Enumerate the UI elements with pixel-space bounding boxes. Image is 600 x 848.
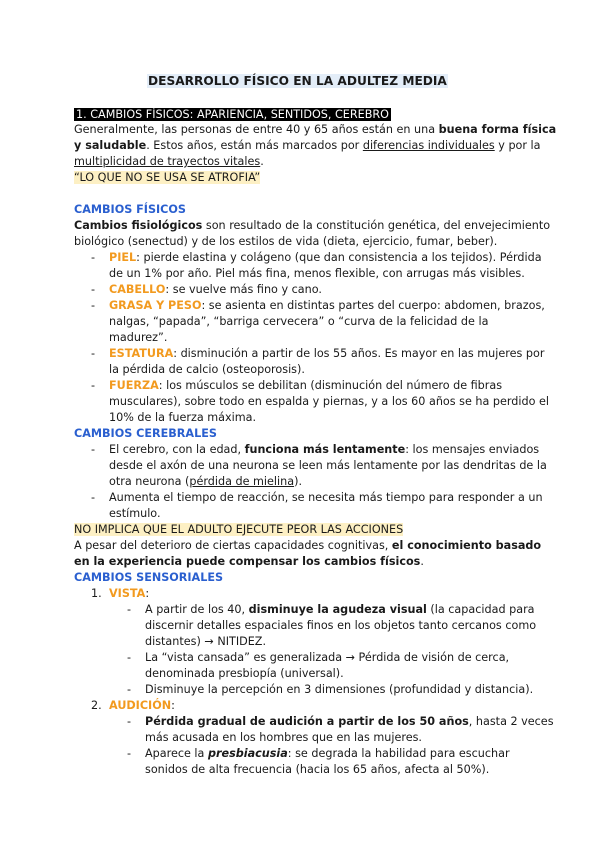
text: : se asienta en distintas partes del cuerpo: abdomen, brazos,: [201, 299, 545, 312]
bold-text: Cambios fisiológicos: [74, 219, 203, 232]
highlighted-quote: “LO QUE NO SE USA SE ATROFIA”: [74, 171, 261, 184]
fuerza-line-2: musculares), sobre todo en espalda y piernas, y a los 60 años se ha perdido el: [109, 395, 549, 408]
text: : disminución a partir de los 55 años. Es mayor en las mujeres por: [173, 347, 545, 360]
text: . Estos años, están más marcados por: [146, 139, 363, 152]
bullet-dash: -: [91, 491, 96, 504]
cerebro-line-3: [109, 475, 302, 489]
text: Aparece la: [145, 747, 208, 760]
cerebro-line-2: desde el axón de una neurona se leen más lentamente por las dendritas de la: [109, 459, 547, 472]
estatura-line-2: la pérdida de calcio (osteoporosis).: [109, 363, 305, 376]
text: son resultado de la constitución genética, del envejecimiento: [202, 219, 551, 232]
keyword: ESTATURA: [109, 347, 174, 360]
audicion-b2-line-1: [145, 747, 510, 761]
bold-italic-text: presbiacusia: [207, 747, 288, 760]
section-heading-text: 1. CAMBIOS FÍSICOS: APARIENCIA, SENTIDOS, CEREBRO: [76, 108, 389, 121]
keyword: CABELLO: [109, 283, 166, 296]
intro-paragraph-line-1: [74, 123, 556, 137]
text: A pesar del deterioro de ciertas capacidades cognitivas,: [74, 539, 392, 552]
text: : se degrada la habilidad para escuchar: [287, 747, 510, 760]
fisicos-heading: CAMBIOS FÍSICOS: [74, 203, 186, 216]
audicion-heading: [109, 699, 175, 713]
bullet-dash: -: [127, 603, 132, 616]
bullet-dash: -: [91, 347, 96, 360]
bold-text: disminuye la agudeza visual: [248, 603, 427, 616]
text: :: [171, 699, 175, 712]
text: ).: [294, 475, 302, 488]
text: A partir de los 40,: [145, 603, 249, 616]
text: (la capacidad para: [426, 603, 535, 616]
text: : pierde elastina y colágeno (que dan consistencia a los tejidos). Pérdida: [136, 251, 542, 264]
text: y por la: [494, 139, 541, 152]
vista-b1-line-3: distantes) → NITIDEZ.: [145, 635, 267, 648]
cerebrales-heading: CAMBIOS CEREBRALES: [74, 427, 217, 440]
bold-text: funciona más lentamente: [244, 443, 406, 456]
text: .: [420, 555, 424, 568]
list-number: 1.: [91, 587, 102, 600]
compensa-line-1: [74, 539, 541, 553]
fisicos-intro-line-1: [74, 219, 550, 233]
vista-b1-line-2: discernir detalles espaciales finos en los objetos tanto cercanos como: [145, 619, 537, 632]
vista-b2-line-2: denominada presbiopía (universal).: [145, 667, 344, 680]
bullet-dash: -: [127, 747, 132, 760]
vista-heading: [109, 587, 149, 601]
bold-text: buena forma física: [438, 123, 557, 136]
intro-paragraph-line-3: [74, 155, 264, 169]
underlined-text: diferencias individuales: [362, 139, 495, 152]
piel-line-2: de un 1% por año. Piel más fina, menos flexible, con arrugas más visibles.: [109, 267, 525, 280]
keyword: GRASA Y PESO: [109, 299, 202, 312]
bullet-dash: -: [91, 443, 96, 456]
bullet-dash: -: [127, 651, 132, 664]
vista-b1-line-1: [145, 603, 535, 617]
page-title: [147, 74, 448, 89]
vista-b2-line-1: La “vista cansada” es generalizada → Pérdida de visión de cerca,: [145, 651, 510, 664]
keyword: AUDICIÓN: [109, 699, 172, 712]
reaccion-line-1: Aumenta el tiempo de reacción, se necesita más tiempo para responder a un: [109, 491, 543, 504]
cabello-line-1: [109, 283, 322, 297]
text: :: [145, 587, 150, 600]
text: .: [260, 155, 264, 168]
bullet-dash: -: [127, 715, 132, 728]
bullet-dash: -: [91, 379, 96, 392]
fuerza-line-3: 10% de la fuerza máxima.: [109, 411, 257, 424]
audicion-b2-line-2: sonidos de alta frecuencia (hacia los 65 años, afecta al 50%).: [145, 763, 490, 776]
keyword: PIEL: [109, 251, 137, 264]
underlined-text: multiplicidad de trayectos vitales: [74, 155, 261, 168]
quote-line: [74, 171, 260, 185]
audicion-b1-line-2: más acusada en los hombres que en las mujeres.: [145, 731, 422, 744]
grasa-line-3: madurez”.: [109, 331, 168, 344]
vista-b3-line-1: Disminuye la percepción en 3 dimensiones (profundidad y distancia).: [145, 683, 534, 696]
fisicos-intro-line-2: biológico (senectud) y de los estilos de vida (dieta, ejercicio, fumar, beber).: [74, 235, 498, 248]
bullet-dash: -: [91, 283, 96, 296]
bold-text: y saludable: [74, 139, 147, 152]
bullet-dash: -: [91, 251, 96, 264]
text: , hasta 2 veces: [468, 715, 554, 728]
list-number: 2.: [91, 699, 102, 712]
bold-text: el conocimiento basado: [391, 539, 542, 552]
highlighted-warning: NO IMPLICA QUE EL ADULTO EJECUTE PEOR LAS ACCIONES: [74, 523, 404, 536]
cerebro-line-1: [109, 443, 539, 457]
bold-text: en la experiencia puede compensar los cambios físicos: [74, 555, 421, 568]
audicion-b1-line-1: [145, 715, 554, 729]
text: Generalmente, las personas de entre 40 y 65 años están en una: [74, 123, 439, 136]
piel-line-1: [109, 251, 542, 265]
bullet-dash: -: [91, 299, 96, 312]
text: : los mensajes enviados: [405, 443, 540, 456]
text: : los músculos se debilitan (disminución del número de fibras: [158, 379, 503, 392]
text: : se vuelve más fino y cano.: [165, 283, 322, 296]
text: El cerebro, con la edad,: [109, 443, 245, 456]
fuerza-line-1: [109, 379, 502, 393]
bold-text: Pérdida gradual de audición a partir de los 50 años: [145, 715, 469, 728]
grasa-line-1: [109, 299, 545, 313]
bullet-dash: -: [127, 683, 132, 696]
title-text: DESARROLLO FÍSICO EN LA ADULTEZ MEDIA: [148, 74, 447, 88]
grasa-line-2: nalgas, “papada”, “barriga cervecera” o “curva de la felicidad de la: [109, 315, 489, 328]
sensoriales-heading: CAMBIOS SENSORIALES: [74, 571, 224, 584]
compensa-line-2: [74, 555, 424, 569]
keyword: VISTA: [109, 587, 146, 600]
reaccion-line-2: estímulo.: [109, 507, 161, 520]
keyword: FUERZA: [109, 379, 159, 392]
estatura-line-1: [109, 347, 544, 361]
warning-line: [74, 523, 403, 537]
text: otra neurona (: [109, 475, 190, 488]
section-heading: [74, 108, 391, 122]
underlined-text: pérdida de mielina: [189, 475, 295, 488]
intro-paragraph-line-2: [74, 139, 541, 153]
